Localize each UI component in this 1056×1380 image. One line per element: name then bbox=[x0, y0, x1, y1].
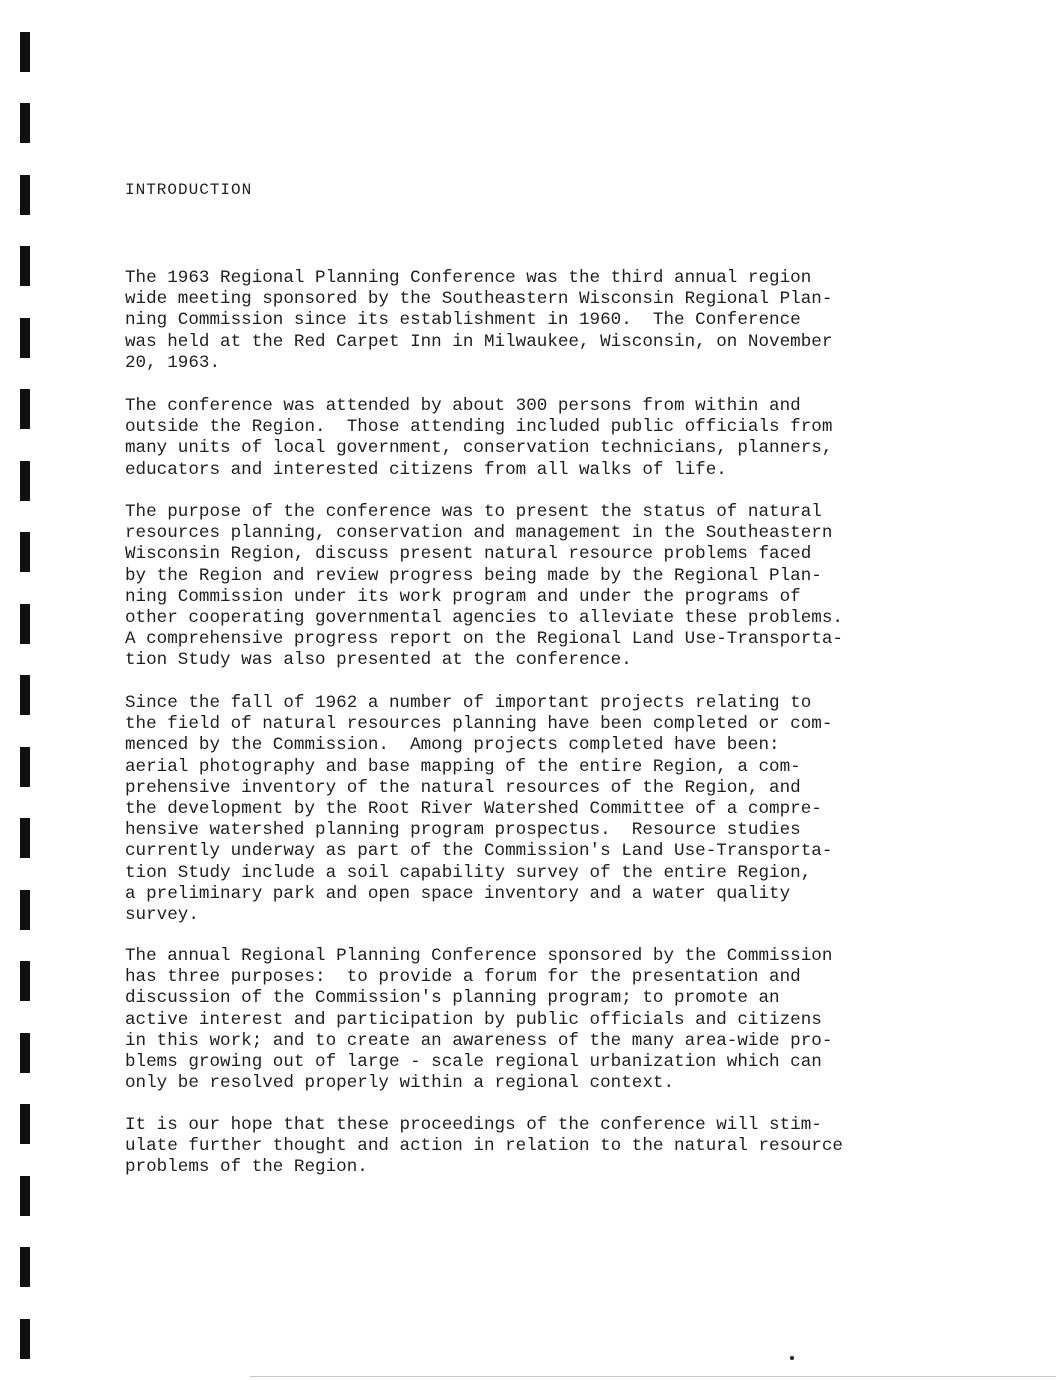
page-mark-dot bbox=[790, 1356, 794, 1360]
paragraph-annual-purposes: The annual Regional Planning Conference sponsored by the Commission has three purposes: to provide a forum for the presentation and discussion of the Commission's planning program; to promote an active interest and participation by public officials and citizens in this work; and to create an awareness of the many area-wide pro- blems growing out of large - scale regional urbanization which can only be resolved properly within a regional context. bbox=[125, 946, 833, 1094]
punch-hole bbox=[20, 175, 30, 215]
punch-hole bbox=[20, 1033, 30, 1073]
punch-hole bbox=[20, 532, 30, 572]
paragraph-purpose: The purpose of the conference was to present the status of natural resources planning, conservation and management in the Southeastern Wisconsin Region, discuss present natural resource problems faced by the Region and review progress being made by the Regional Plan- ning Commission under its work program and under the programs of other cooperating governmental agencies to alleviate these problems. A comprehensive progress report on the Regional Land Use-Transporta- tion Study was also presented at the conference. bbox=[125, 502, 843, 671]
paragraph-closing-hope: It is our hope that these proceedings of the conference will stim- ulate further thought and action in relation to the natural resource problems of the Region. bbox=[125, 1115, 843, 1178]
punch-hole bbox=[20, 246, 30, 286]
punch-hole bbox=[20, 461, 30, 501]
punch-hole bbox=[20, 675, 30, 715]
section-heading: INTRODUCTION bbox=[125, 181, 253, 199]
paragraph-attendance: The conference was attended by about 300 persons from within and outside the Region. Those attending included public officials from many units of local government, conservation technicians, planners, educators and interested citizens from all walks of life. bbox=[125, 396, 833, 480]
punch-hole bbox=[20, 32, 30, 72]
punch-hole bbox=[20, 961, 30, 1001]
punch-hole bbox=[20, 1176, 30, 1216]
punch-hole bbox=[20, 890, 30, 930]
paragraph-projects: Since the fall of 1962 a number of important projects relating to the field of natural resources planning have been completed or com- menced by the Commission. Among projects completed have been: aerial photography and base mapping of the entire Region, a com- prehensive inventory of the natural resources of the Region, and the development by the Root River Watershed Committee of a compre- hensive watershed planning program prospectus. Resource studies currently underway as part of the Commission's Land Use-Transporta- tion Study include a soil capability survey of the entire Region, a preliminary park and open space inventory and a water quality survey. bbox=[125, 693, 833, 926]
page-bottom-edge bbox=[250, 1376, 1056, 1377]
punch-hole bbox=[20, 1319, 30, 1359]
punch-hole bbox=[20, 389, 30, 429]
punch-hole bbox=[20, 1104, 30, 1144]
punch-hole bbox=[20, 103, 30, 143]
punch-hole bbox=[20, 747, 30, 787]
paragraph-conference-overview: The 1963 Regional Planning Conference was the third annual region wide meeting sponsored by the Southeastern Wisconsin Regional Plan- ning Commission since its establishment in 1960. The Conference was held at the Red Carpet Inn in Milwaukee, Wisconsin, on November 20, 1963. bbox=[125, 268, 833, 373]
punch-hole bbox=[20, 1247, 30, 1287]
punch-hole bbox=[20, 604, 30, 644]
punch-hole bbox=[20, 318, 30, 358]
binding-holes bbox=[0, 0, 60, 1380]
punch-hole bbox=[20, 818, 30, 858]
